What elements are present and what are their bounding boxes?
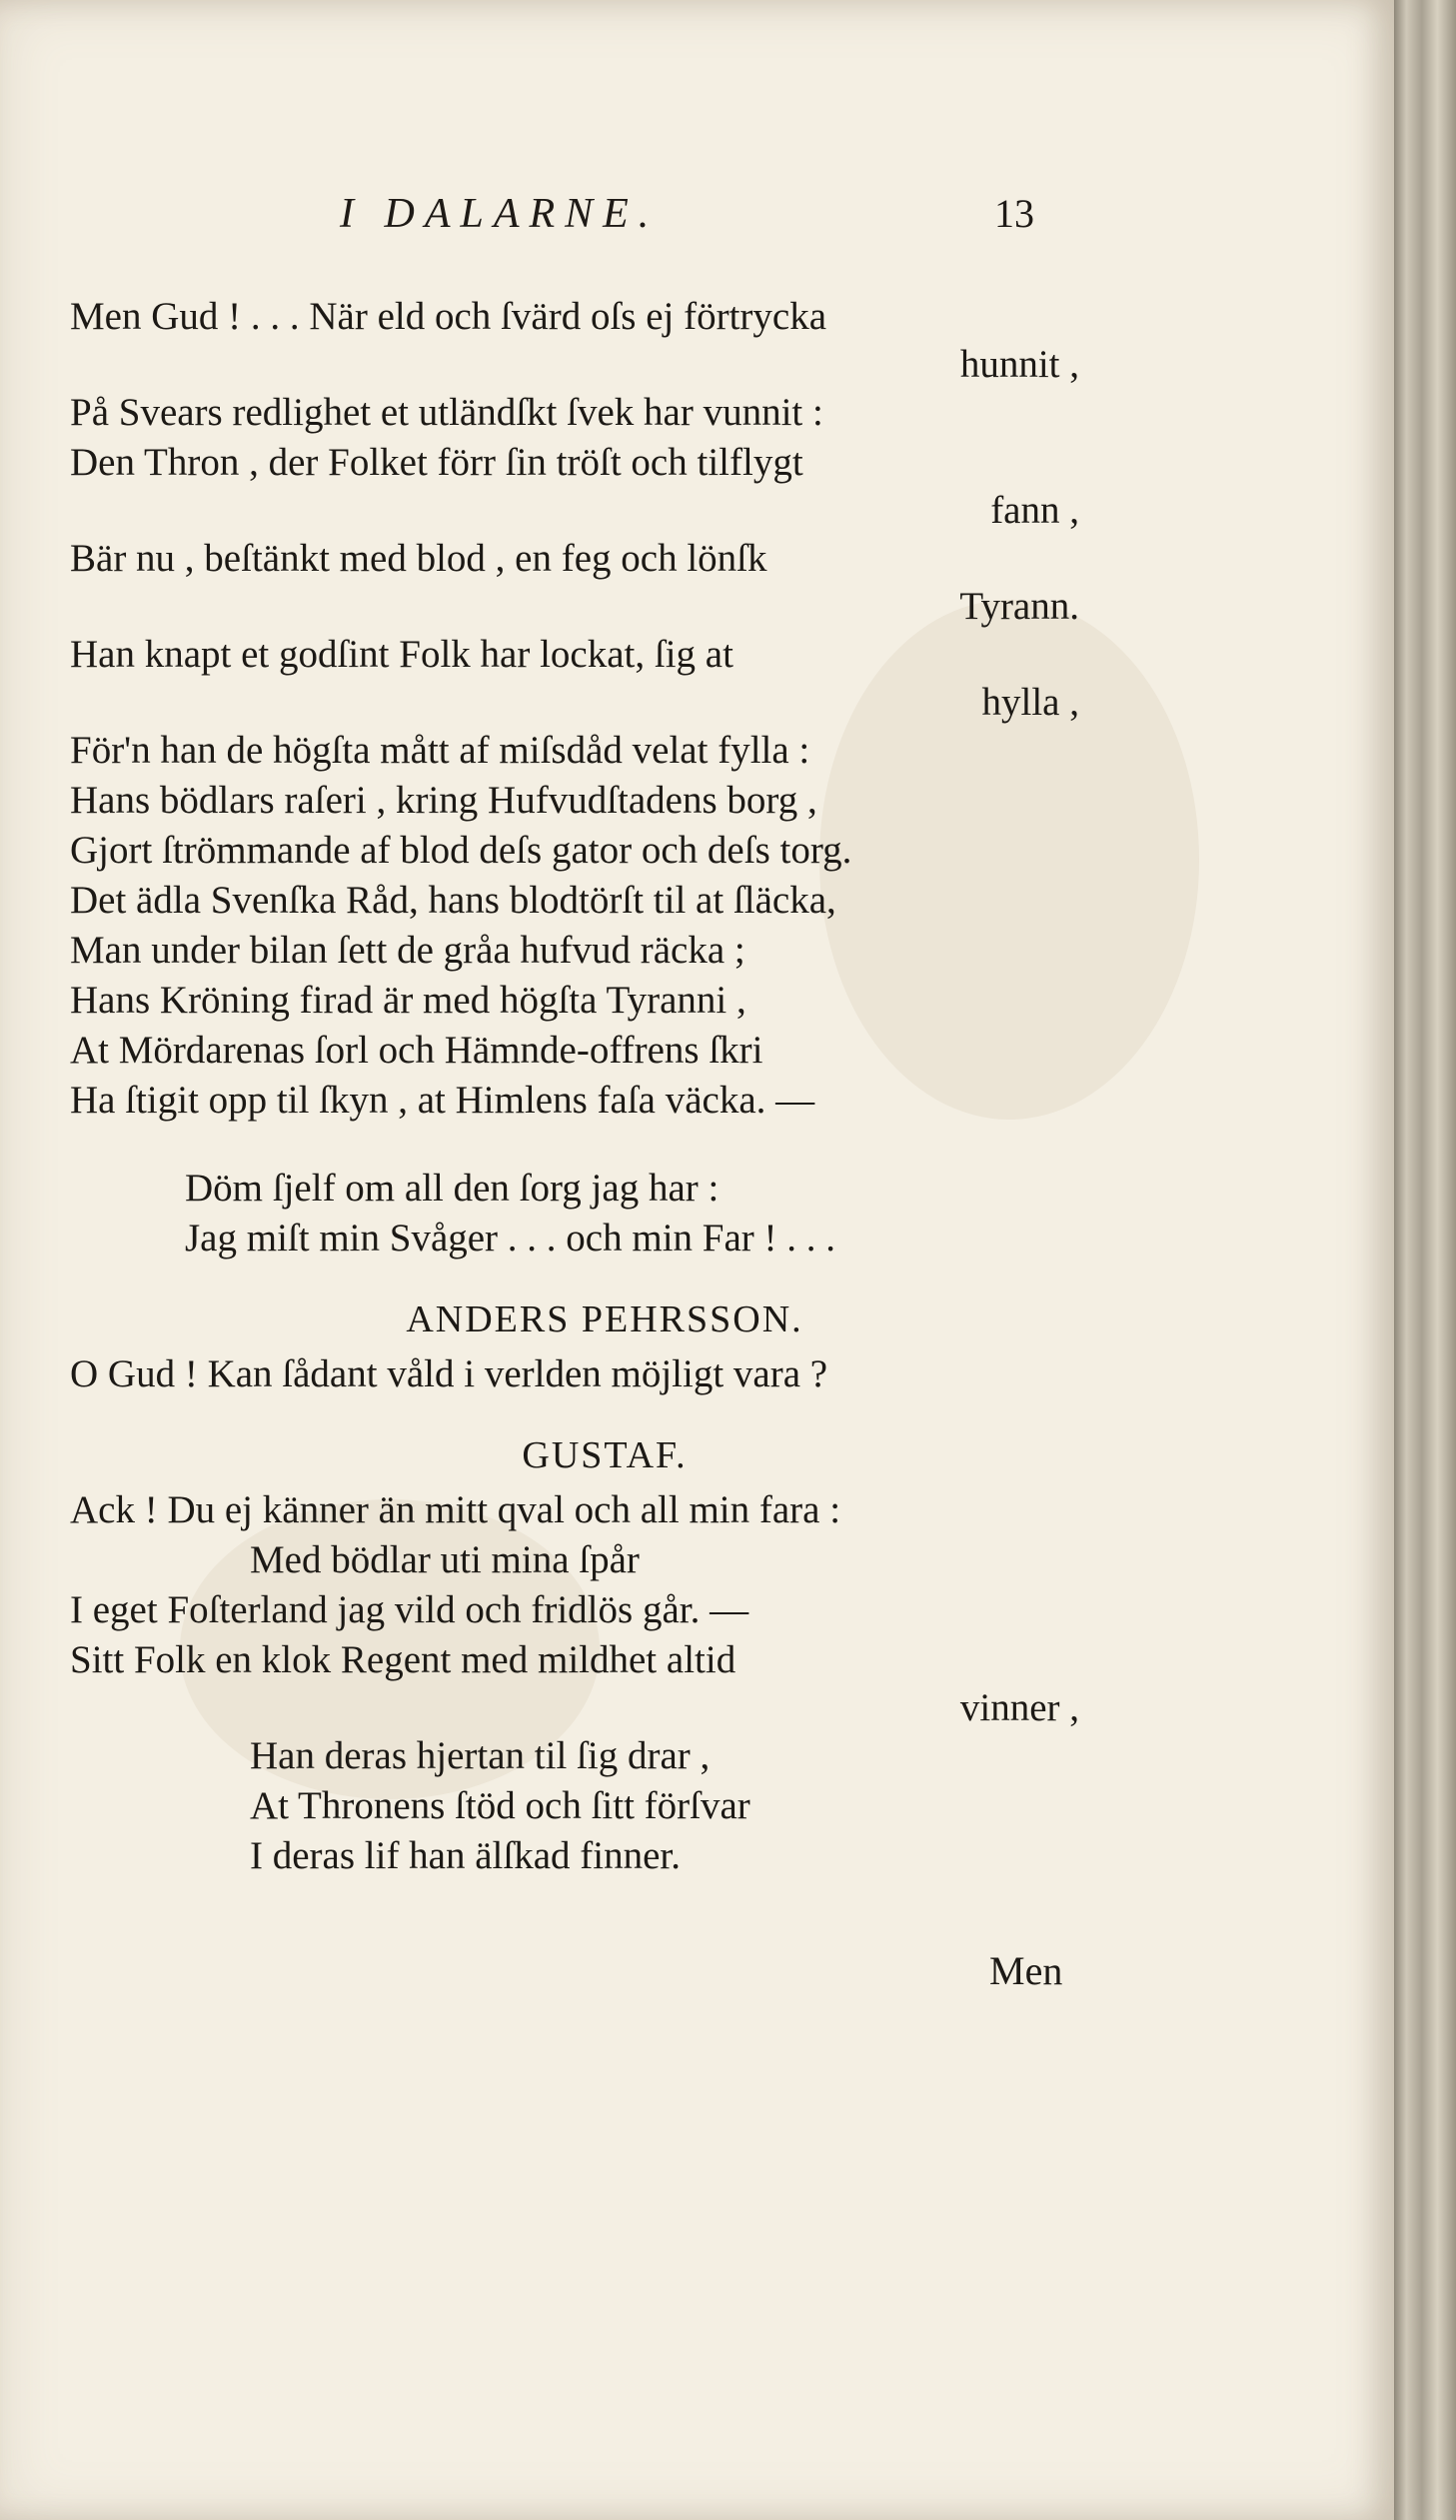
speaker-name: ANDERS PEHRSSON. — [406, 1298, 803, 1340]
verse-line: Sitt Folk en klok Regent med mildhet altid — [70, 1638, 736, 1681]
verse-line: At Thronens ſtöd och ſitt förſvar — [250, 1784, 750, 1827]
verse-line: På Svears redlighet et utländſkt ſvek har vunnit : — [70, 391, 823, 434]
verse-block-2 — [70, 1164, 1079, 1263]
verse-line: Han deras hjertan til ſig drar , — [250, 1734, 711, 1777]
verse-line: Ha ſtigit opp til ſkyn , at Himlens faſa väcka. — — [70, 1079, 815, 1122]
speech-line: O Gud ! Kan ſådant våld i verlden möjligt vara ? — [70, 1352, 828, 1395]
verse-line: At Mördarenas ſorl och Hämnde-offrens ſkri — [70, 1029, 763, 1072]
verse-line: Ack ! Du ej känner än mitt qval och all min fara : — [70, 1488, 841, 1531]
verse-block-1 — [70, 292, 1079, 1126]
verse-line: Med bödlar uti mina ſpår — [250, 1538, 640, 1581]
page-text — [70, 292, 1079, 1881]
verse-line: För'n han de högſta mått af miſsdåd velat fylla : — [70, 729, 810, 772]
verse-line-continuation: hylla , — [981, 681, 1079, 724]
verse-line: Man under bilan ſett de gråa hufvud räcka ; — [70, 929, 745, 972]
verse-line: Hans Kröning firad är med högſta Tyranni , — [70, 979, 746, 1022]
verse-line: Gjort ſtrömmande af blod deſs gator och deſs torg. — [70, 829, 852, 872]
verse-line-continuation: fann , — [990, 489, 1079, 532]
verse-line: Jag miſt min Svåger . . . och min Far ! . . . — [185, 1217, 836, 1260]
page-header — [0, 190, 1394, 250]
spacer — [70, 1126, 1079, 1164]
verse-line: Bär nu , beſtänkt med blod , en feg och lönſk — [70, 537, 767, 580]
verse-line: Hans bödlars raſeri , kring Hufvudſtadens borg , — [70, 779, 817, 822]
speaker-name: GUSTAF. — [522, 1434, 688, 1476]
page-number: 13 — [994, 191, 1034, 236]
verse-line-continuation: Tyrann. — [959, 585, 1079, 628]
verse-line: Döm ſjelf om all den ſorg jag har : — [185, 1167, 720, 1210]
verse-line: I deras lif han älſkad finner. — [250, 1834, 681, 1877]
verse-line-continuation: hunnit , — [959, 343, 1079, 386]
verse-line: Det ädla Svenſka Råd, hans blodtörſt til at ſläcka, — [70, 879, 836, 922]
spacer — [70, 1263, 1079, 1289]
running-head: I DALARNE. — [340, 191, 660, 237]
verse-line: I eget Foſterland jag vild och fridlös går. — — [70, 1588, 749, 1631]
verse-line-continuation: vinner , — [959, 1686, 1079, 1729]
verse-line: Han knapt et godſint Folk har lockat, ſig at — [70, 633, 733, 676]
verse-line: Men Gud ! . . . När eld och ſvärd oſs ej förtrycka — [70, 295, 827, 338]
verse-block-3 — [70, 1485, 1079, 1881]
catchword: Men — [989, 1948, 1063, 1993]
verse-line: Den Thron , der Folket förr ſin tröſt och tilflygt — [70, 441, 803, 484]
spacer — [70, 1399, 1079, 1425]
page-edge — [1394, 0, 1456, 2520]
